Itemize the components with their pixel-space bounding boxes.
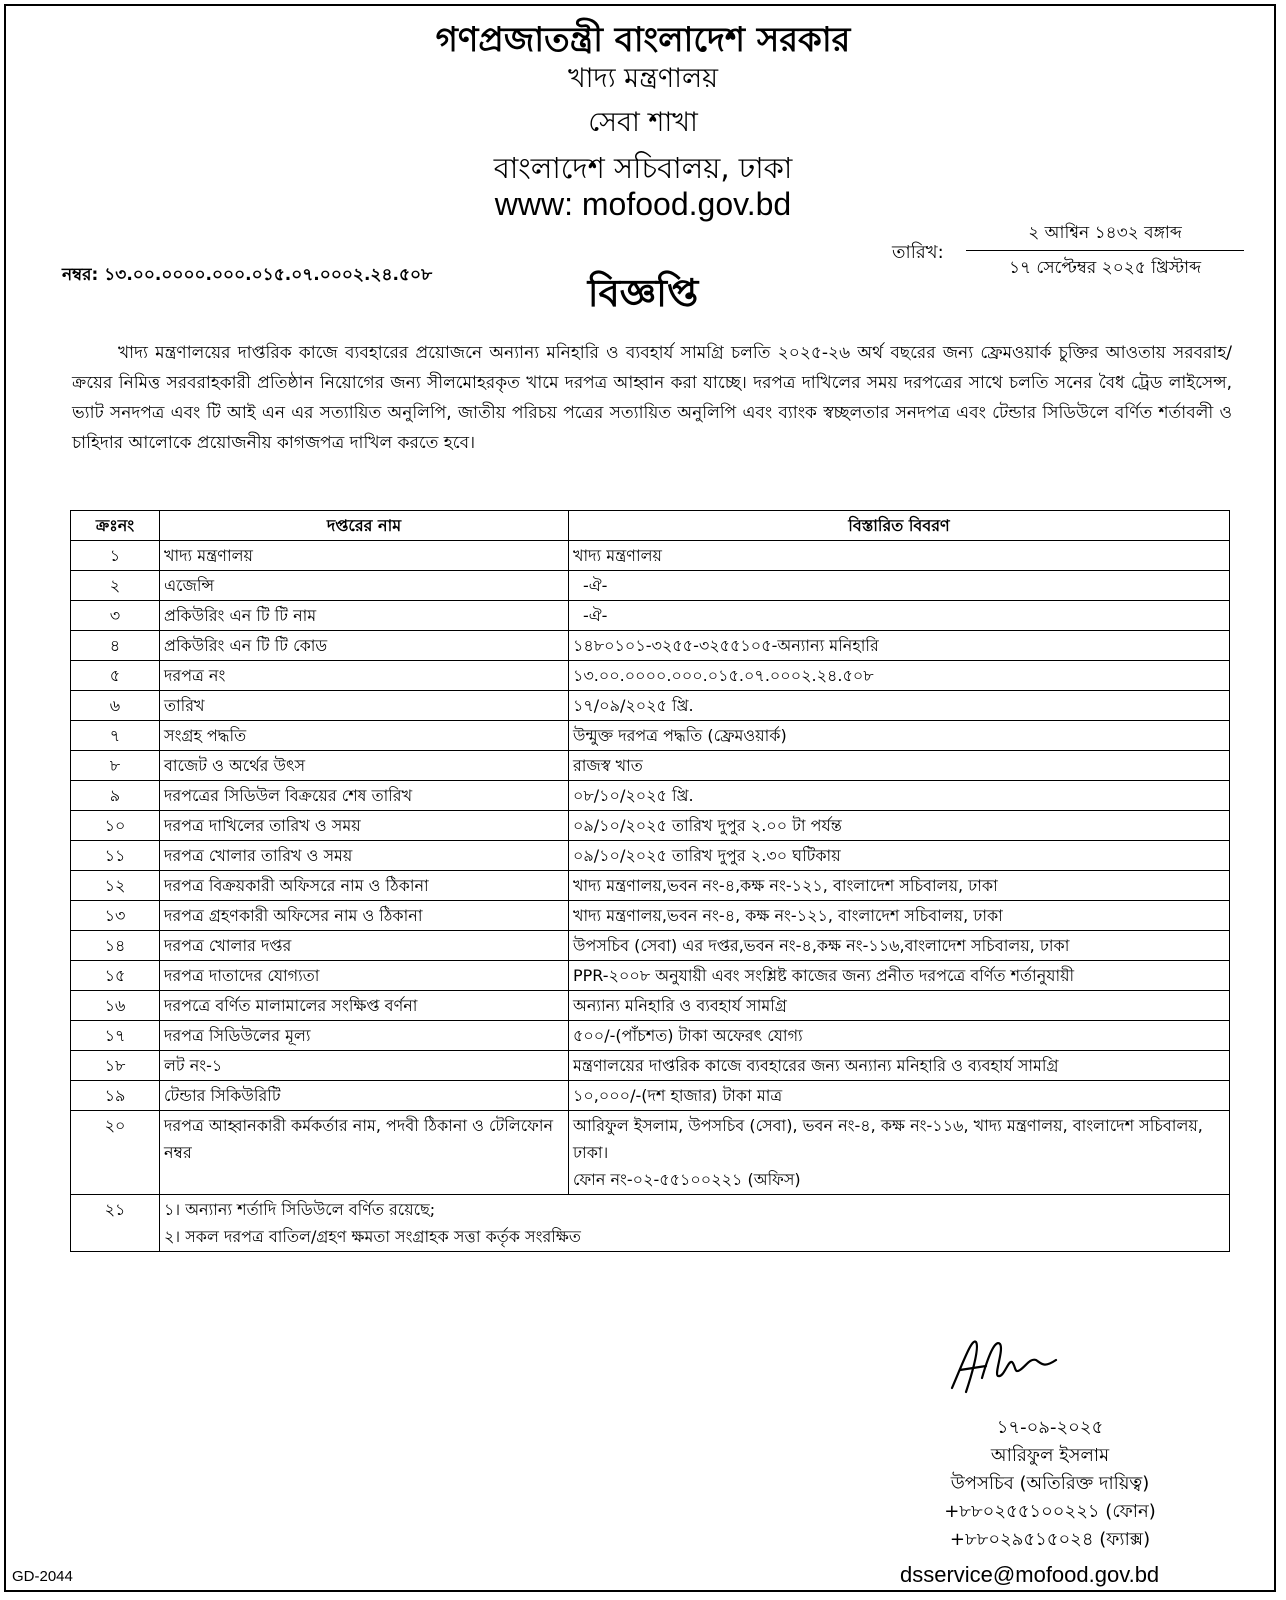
row-serial: ২ <box>71 571 160 601</box>
row-serial: ৫ <box>71 661 160 691</box>
row-serial: ১২ <box>71 871 160 901</box>
row-serial: ৬ <box>71 691 160 721</box>
table-row <box>71 631 1230 661</box>
notice-intro-paragraph: খাদ্য মন্ত্রণালয়ের দাপ্তরিক কাজে ব্যবহারের প্রয়োজনে অন্যান্য মনিহারি ও ব্যবহার্য সামগ্রি চলতি ২০২৫-২৬ অর্থ বছরের জন্য ফ্রেমওয়ার্ক চুক্তির আওতায় সরবরাহ/ক্রয়ের নিমিত্ত সরবরাহকারী প্রতিষ্ঠান নিয়োগের জন্য সীলমোহরকৃত খামে দরপত্র আহ্বান করা যাচ্ছে। দরপত্র দাখিলের সময় দরপত্রের সাথে চলতি সনের বৈধ ট্রেড লাইসেন্স, ভ্যাট সনদপত্র এবং টি আই এন এর সত্যায়িত অনুলিপি, জাতীয় পরিচয় পত্রের সত্যায়িত অনুলিপি এবং ব্যাংক স্বচ্ছলতার সনদপত্র এবং টেন্ডার সিডিউলে বর্ণিত শর্তাবলী ও চাহিদার আলোকে প্রয়োজনীয় কাগজপত্র দাখিল করতে হবে। <box>72 343 1232 453</box>
signatory-phone: +৮৮০২৫৫১০০২২১ (ফোন) <box>944 1501 1156 1522</box>
office-location: বাংলাদেশ সচিবালয়, ঢাকা <box>493 151 793 185</box>
table-header-row <box>71 511 1230 541</box>
row-detail: -ঐ- <box>569 601 1230 631</box>
signature-date: ১৭-০৯-২০২৫ <box>996 1417 1104 1438</box>
row-serial: ১৩ <box>71 901 160 931</box>
row-detail: ০৯/১০/২০২৫ তারিখ দুপুর ২.৩০ ঘটিকায় <box>569 841 1230 871</box>
row-conditions <box>160 1195 1230 1252</box>
row-office-name: দরপত্র খোলার তারিখ ও সময় <box>160 841 569 871</box>
row-serial: ১৯ <box>71 1081 160 1111</box>
row-office-name: বাজেট ও অর্থের উৎস <box>160 751 569 781</box>
date-english: ১৭ সেপ্টেম্বর ২০২৫ খ্রিস্টাব্দ <box>1008 258 1202 278</box>
row-serial: ১৬ <box>71 991 160 1021</box>
row-office-name: দরপত্র নং <box>160 661 569 691</box>
row-office-name: লট নং-১ <box>160 1051 569 1081</box>
row-office-name: দরপত্র আহ্বানকারী কর্মকর্তার নাম, পদবী ঠিকানা ও টেলিফোন নম্বর <box>160 1111 569 1195</box>
row-office-name: দরপত্র দাতাদের যোগ্যতা <box>160 961 569 991</box>
row-detail: খাদ্য মন্ত্রণালয়,ভবন নং-৪, কক্ষ নং-১২১, বাংলাদেশ সচিবালয়, ঢাকা <box>569 901 1230 931</box>
table-row <box>71 1051 1230 1081</box>
header-serial: ক্রঃনং <box>71 511 160 541</box>
row-office-name: প্রকিউরিং এন টি টি নাম <box>160 601 569 631</box>
row-serial: ১৮ <box>71 1051 160 1081</box>
table-row <box>71 991 1230 1021</box>
row-serial: ৯ <box>71 781 160 811</box>
row-office-name: দরপত্রের সিডিউল বিক্রয়ের শেষ তারিখ <box>160 781 569 811</box>
row-office-name: খাদ্য মন্ত্রণালয় <box>160 541 569 571</box>
row-serial: ৮ <box>71 751 160 781</box>
table-row <box>71 721 1230 751</box>
table-row <box>71 961 1230 991</box>
row-detail: মন্ত্রণালয়ের দাপ্তরিক কাজে ব্যবহারের জন্য অন্যান্য মনিহারি ও ব্যবহার্য সামগ্রি <box>569 1051 1230 1081</box>
row-serial: ৩ <box>71 601 160 631</box>
date-bangla: ২ আশ্বিন ১৪৩২ বঙ্গাব্দ <box>966 220 1244 251</box>
row-office-name: এজেন্সি <box>160 571 569 601</box>
condition-1: ১। অন্যান্য শর্তাদি সিডিউলে বর্ণিত রয়েছে; <box>164 1200 436 1219</box>
table-row <box>71 871 1230 901</box>
table-row <box>71 841 1230 871</box>
signatory-fax: +৮৮০২৯৫১৫০২৪ (ফ্যাক্স) <box>949 1529 1151 1550</box>
memo-number: নম্বর: ১৩.০০.০০০০.০০০.০১৫.০৭.০০০২.২৪.৫০৮ <box>62 265 433 285</box>
row-detail: উপসচিব (সেবা) এর দপ্তর,ভবন নং-৪,কক্ষ নং-১১৬,বাংলাদেশ সচিবালয়, ঢাকা <box>569 931 1230 961</box>
row-detail: ১৩.০০.০০০০.০০০.০১৫.০৭.০০০২.২৪.৫০৮ <box>569 661 1230 691</box>
table-row <box>71 781 1230 811</box>
row-detail: ০৯/১০/২০২৫ তারিখ দুপুর ২.০০ টা পর্যন্ত <box>569 811 1230 841</box>
table-row <box>71 901 1230 931</box>
row-detail: PPR-২০০৮ অনুযায়ী এবং সংশ্লিষ্ট কাজের জন্য প্রনীত দরপত্রে বর্ণিত শর্তানুযায়ী <box>569 961 1230 991</box>
gd-code: GD-2044 <box>12 1568 73 1585</box>
row-detail: খাদ্য মন্ত্রণালয় <box>569 541 1230 571</box>
row-office-name: সংগ্রহ পদ্ধতি <box>160 721 569 751</box>
table-row <box>71 751 1230 781</box>
row-detail: উন্মুক্ত দরপত্র পদ্ধতি (ফ্রেমওয়ার্ক) <box>569 721 1230 751</box>
table-row <box>71 691 1230 721</box>
table-row <box>71 1081 1230 1111</box>
row-office-name: দরপত্র দাখিলের তারিখ ও সময় <box>160 811 569 841</box>
row-office-name: টেন্ডার সিকিউরিটি <box>160 1081 569 1111</box>
officer-phone: ফোন নং-০২-৫৫১০০২২১ (অফিস) <box>573 1170 801 1189</box>
row-detail: ১৭/০৯/২০২৫ খ্রি. <box>569 691 1230 721</box>
row-office-name: দরপত্র খোলার দপ্তর <box>160 931 569 961</box>
row-serial: ১৭ <box>71 1021 160 1051</box>
row-office-name: দরপত্রে বর্ণিত মালামালের সংক্ষিপ্ত বর্ণনা <box>160 991 569 1021</box>
row-detail: ০৮/১০/২০২৫ খ্রি. <box>569 781 1230 811</box>
website-address: www: mofood.gov.bd <box>494 186 792 222</box>
handwritten-signature <box>946 1330 1066 1404</box>
row-detail <box>569 1111 1230 1195</box>
row-serial: ১৫ <box>71 961 160 991</box>
row-serial: ৭ <box>71 721 160 751</box>
tender-details-table <box>70 510 1230 1252</box>
header-office-name: দপ্তরের নাম <box>160 511 569 541</box>
signature-block <box>880 1414 1220 1554</box>
branch-name: সেবা শাখা <box>588 107 698 138</box>
table-row <box>71 811 1230 841</box>
row-office-name: তারিখ <box>160 691 569 721</box>
officer-address: আরিফুল ইসলাম, উপসচিব (সেবা), ভবন নং-৪, কক্ষ নং-১১৬, খাদ্য মন্ত্রণালয়, বাংলাদেশ সচিবালয়, ঢাকা। <box>573 1116 1203 1162</box>
table-row <box>71 601 1230 631</box>
row-office-name: দরপত্র সিডিউলের মূল্য <box>160 1021 569 1051</box>
row-serial: ৪ <box>71 631 160 661</box>
row-serial: ১০ <box>71 811 160 841</box>
table-row <box>71 661 1230 691</box>
table-row <box>71 931 1230 961</box>
row-office-name: প্রকিউরিং এন টি টি কোড <box>160 631 569 661</box>
ministry-name: খাদ্য মন্ত্রণালয় <box>567 63 719 94</box>
table-row <box>71 1195 1230 1252</box>
government-heading: গণপ্রজাতন্ত্রী বাংলাদেশ সরকার <box>435 20 851 60</box>
header-details: বিস্তারিত বিবরণ <box>569 511 1230 541</box>
row-detail: রাজস্ব খাত <box>569 751 1230 781</box>
row-office-name: দরপত্র গ্রহণকারী অফিসের নাম ও ঠিকানা <box>160 901 569 931</box>
signatory-email: dsservice@mofood.gov.bd <box>900 1562 1160 1587</box>
signatory-name: আরিফুল ইসলাম <box>990 1445 1110 1466</box>
row-office-name: দরপত্র বিক্রয়কারী অফিসরে নাম ও ঠিকানা <box>160 871 569 901</box>
table-row <box>71 541 1230 571</box>
row-detail: ৫০০/-(পাঁচশত) টাকা অফেরৎ যোগ্য <box>569 1021 1230 1051</box>
row-detail: খাদ্য মন্ত্রণালয়,ভবন নং-৪,কক্ষ নং-১২১, বাংলাদেশ সচিবালয়, ঢাকা <box>569 871 1230 901</box>
table-row <box>71 1111 1230 1195</box>
row-serial: ১ <box>71 541 160 571</box>
row-serial: ১১ <box>71 841 160 871</box>
row-detail: ১৪৮০১০১-৩২৫৫-৩২৫৫১০৫-অন্যান্য মনিহারি <box>569 631 1230 661</box>
row-detail: ১০,০০০/-(দশ হাজার) টাকা মাত্র <box>569 1081 1230 1111</box>
row-serial: ১৪ <box>71 931 160 961</box>
row-detail: -ঐ- <box>569 571 1230 601</box>
row-serial: ২১ <box>71 1195 160 1252</box>
notice-title: বিজ্ঞপ্তি <box>587 271 699 315</box>
condition-2: ২। সকল দরপত্র বাতিল/গ্রহণ ক্ষমতা সংগ্রাহক সত্তা কর্তৃক সংরক্ষিত <box>164 1227 581 1246</box>
signatory-designation: উপসচিব (অতিরিক্ত দায়িত্ব) <box>950 1473 1150 1494</box>
table-row <box>71 571 1230 601</box>
row-serial: ২০ <box>71 1111 160 1195</box>
table-row <box>71 1021 1230 1051</box>
date-label: তারিখ: <box>892 242 944 263</box>
row-detail: অন্যান্য মনিহারি ও ব্যবহার্য সামগ্রি <box>569 991 1230 1021</box>
